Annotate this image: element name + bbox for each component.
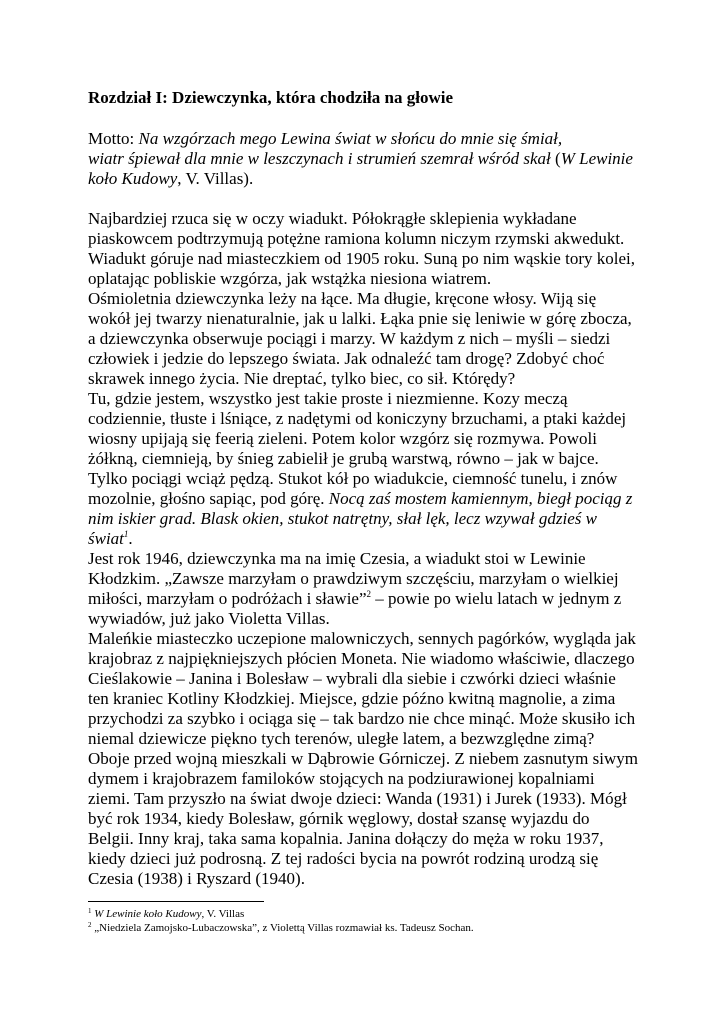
text-line: Oboje przed wojną mieszkali w Dąbrowie Górniczej. Z niebem zasnutym siwym (88, 749, 638, 768)
footnote-1 (88, 908, 244, 921)
quoted-verse: świat (88, 529, 124, 548)
text-line (88, 489, 632, 509)
motto-verse-2: wiatr śpiewał dla mnie w leszczynach i strumień szemrał wśród skał (88, 149, 551, 168)
text-segment: mozolnie, głośno sapiąc, pod górę. (88, 489, 329, 508)
footnote-2 (88, 922, 474, 935)
text-line: dymem i krajobrazem familoków stojących na podziurawionej kopalniami (88, 769, 595, 788)
text-line: Jest rok 1946, dziewczynka ma na imię Czesia, a wiadukt stoi w Lewinie (88, 549, 586, 568)
text-line: wywiadów, już jako Violetta Villas. (88, 609, 330, 628)
text-line: Ośmioletnia dziewczynka leży na łące. Ma długie, kręcone włosy. Wiją się (88, 289, 597, 308)
footnote-ref-1-number: 1 (123, 529, 129, 539)
text-line: piaskowcem podtrzymują potężne ramiona kolumn niczym rzymski akwedukt. (88, 229, 625, 248)
text-line: Tylko pociągi wciąż pędzą. Stukot kół po wiadukcie, ciemność tunelu, i znów (88, 469, 618, 488)
text-line: Cieślakowie – Janina i Bolesław – wybrali dla siebie i czwórki dzieci właśnie (88, 669, 616, 688)
text-line: wiosny upijają się feerią zieleni. Potem kolor wzgórz się rozmywa. Powoli (88, 429, 597, 448)
motto-source-title-a: W Lewinie (560, 149, 633, 168)
motto-verse-1: Na wzgórzach mego Lewina świat w słońcu do mnie się śmiał, (138, 129, 563, 148)
text-line: niemal dziewicze piękno tych terenów, uległe latem, a bezwzględne zimą? (88, 729, 595, 748)
text-line: żółkną, ciemnieją, by śnieg zabielił je grubą warstwą, równo – jak w bajce. (88, 449, 599, 468)
motto-source-author: , V. Villas). (177, 169, 254, 188)
text-line: ziemi. Tam przyszło na świat dwoje dzieci: Wanda (1931) i Jurek (1933). Mógł (88, 789, 627, 808)
text-line (88, 529, 133, 549)
text-line: krajobraz z najpiękniejszych płócien Moneta. Nie wiadomo właściwie, dlaczego (88, 649, 635, 668)
motto-source-title-b: koło Kudowy (88, 169, 178, 188)
motto-line-1 (88, 129, 562, 149)
text-line: Kłodzkim. „Zawsze marzyłam o prawdziwym szczęściu, marzyłam o wielkiej (88, 569, 619, 588)
text-line: Belgii. Inny kraj, taka sama kopalnia. Janina dołączy do męża w roku 1937, (88, 829, 604, 848)
text-segment: – powie po wielu latach w jednym z (371, 589, 622, 608)
motto-paren: ( (550, 149, 561, 168)
footnote-separator (88, 901, 264, 902)
footnote-1-title: W Lewinie koło Kudowy (94, 908, 202, 920)
motto-label: Motto: (88, 129, 135, 148)
motto-line-2 (88, 149, 633, 169)
text-line: być rok 1934, kiedy Bolesław, górnik węglowy, dostał szansę wyjazdu do (88, 809, 590, 828)
text-line (88, 509, 597, 529)
footnote-1-number: 1 (88, 907, 92, 915)
text-line: Czesia (1938) i Ryszard (1940). (88, 869, 305, 888)
quoted-verse: Nocą zaś mostem kamiennym, biegł pociąg z (328, 489, 633, 508)
text-line: oplatając pobliskie wzgórza, jak wstążka niesiona wiatrem. (88, 269, 492, 288)
text-segment: . (128, 529, 133, 548)
text-line: skrawek innego życia. Nie dreptać, tylko biec, co sił. Którędy? (88, 369, 516, 388)
text-line: Wiadukt góruje nad miasteczkiem od 1905 roku. Suną po nim wąskie tory kolei, (88, 249, 635, 268)
motto-line-3 (88, 169, 253, 189)
text-line: człowiek i jedzie do lepszego świata. Jak odnaleźć tam drogę? Zdobyć choć (88, 349, 605, 368)
text-line: ten kraniec Kotliny Kłodzkiej. Miejsce, gdzie późno kwitną magnolie, a zima (88, 689, 616, 708)
text-line (88, 589, 621, 609)
text-line: przychodzi za szybko i ociąga się – tak bardzo nie chce minąć. Może skusiło ich (88, 709, 636, 728)
footnote-1-rest: , V. Villas (201, 908, 245, 920)
text-line: codziennie, tłuste i lśniące, z nadętymi od koniczyny brzuchami, a ptaki każdej (88, 409, 627, 428)
text-line: kiedy dzieci już podrosną. Z tej radości bycia na powrót rodziną urodzą się (88, 849, 599, 868)
quoted-verse: nim iskier grad. Blask okien, stukot natrętny, słał lęk, lecz wzywał gdzieś w (88, 509, 597, 528)
text-segment: miłości, marzyłam o podróżach i sławie” (88, 589, 367, 608)
text-line: wokół jej twarzy nienaturalnie, jak u lalki. Łąka pnie się leniwie w górę zbocza, (88, 309, 632, 328)
text-line: Maleńkie miasteczko uczepione malowniczych, sennych pagórków, wygląda jak (88, 629, 636, 648)
footnote-ref-2[interactable]: 2 (366, 589, 372, 599)
text-line: a dziewczynka obserwuje pociągi i marzy. W każdym z nich – myśli – siedzi (88, 329, 611, 348)
chapter-title: Rozdział I: Dziewczynka, która chodziła na głowie (88, 88, 453, 107)
text-line: Tu, gdzie jestem, wszystko jest takie proste i niezmienne. Kozy meczą (88, 389, 568, 408)
text-line: Najbardziej rzuca się w oczy wiadukt. Półokrągłe sklepienia wykładane (88, 209, 577, 228)
footnote-2-text: „Niedziela Zamojsko-Lubaczowska”, z Violettą Villas rozmawiał ks. Tadeusz Sochan. (94, 922, 474, 934)
footnote-2-number: 2 (88, 921, 92, 929)
